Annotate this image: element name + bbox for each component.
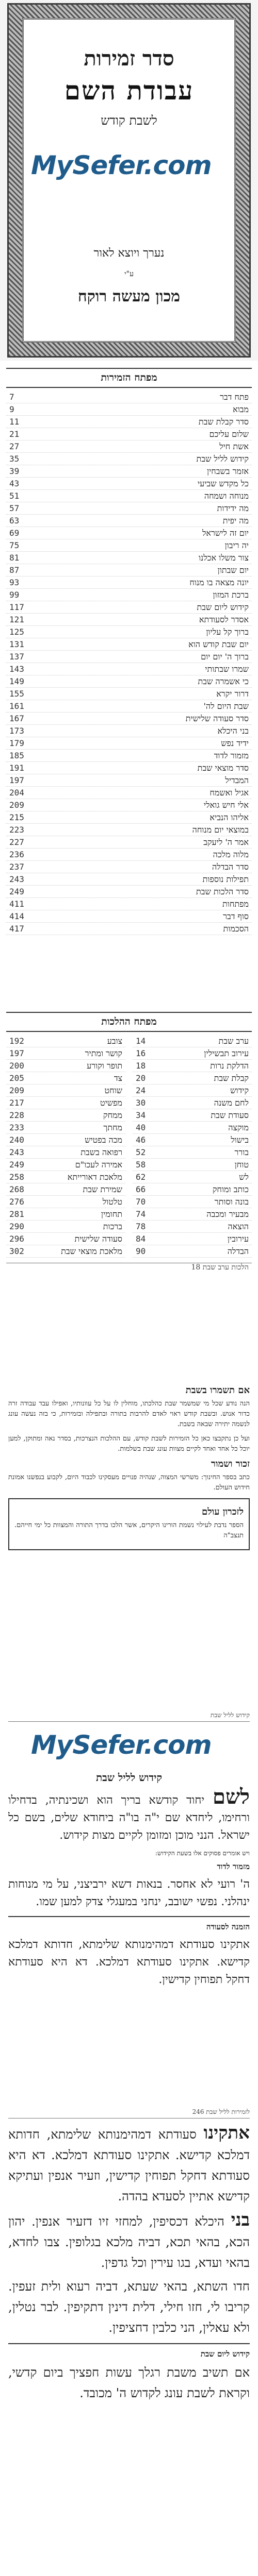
toc-entry-page: 81	[9, 553, 20, 563]
toc-entry-page: 143	[9, 664, 24, 674]
toc-entry-page: 84	[136, 1234, 146, 1244]
toc-entry-page: 414	[9, 911, 24, 921]
toc-entry-page: 66	[136, 1184, 146, 1194]
toc-entry	[133, 1097, 252, 1109]
toc-entry	[133, 1122, 252, 1134]
toc-entry	[6, 923, 252, 935]
toc-entry-title: מכה בפטיש	[85, 1135, 122, 1145]
toc-entry	[133, 1208, 252, 1221]
section-label: קידוש ליום שבת	[200, 2349, 250, 2359]
toc-entry-title: צד	[114, 1073, 122, 1083]
toc-entry-page: 34	[136, 1110, 146, 1120]
toc-entry	[6, 1233, 125, 1245]
toc-entry-title: טוחן	[234, 1160, 249, 1170]
dedication-text: הספר נדבת לעילוי נשמת הורינו היקרים, אשר הלכו בדרך התורה והמצוות כל ימי חייהם. תנצב"ה	[14, 1521, 244, 1539]
toc-entry	[6, 490, 252, 502]
toc-entry	[6, 824, 252, 836]
toc-entry	[6, 762, 252, 774]
toc-entry-page: 117	[9, 602, 24, 612]
toc-entry-title: סעודת שבת	[211, 1110, 249, 1120]
toc-entry-title: ממחק	[103, 1110, 122, 1120]
halachot-index-heading: מפתח ההלכות	[6, 1012, 252, 1032]
toc-entry-page: 268	[9, 1184, 24, 1194]
toc-entry-title: כל מקדש שביעי	[197, 479, 249, 488]
toc-entry-title: ברוך ה' יום יום	[201, 652, 249, 662]
dedication-heading: לזכרון עולם	[202, 1506, 244, 1517]
toc-entry-page: 217	[9, 1098, 24, 1108]
toc-entry	[6, 1060, 125, 1072]
cover-inner	[22, 18, 236, 343]
toc-entry-page: 290	[9, 1222, 24, 1231]
toc-entry-title: סדר מוצאי שבת	[197, 763, 249, 773]
toc-entry-page: 87	[9, 565, 20, 575]
zemirot-index-list	[6, 391, 252, 935]
toc-entry-title: מלוה מלכה	[213, 850, 249, 859]
toc-entry-page: 70	[136, 1197, 146, 1207]
toc-entry-title: מזמור לדוד	[214, 751, 249, 760]
halachot-index-left-column	[6, 1035, 125, 1258]
toc-entry-page: 93	[9, 578, 20, 587]
toc-entry-title: מלאכת דאורייתא	[67, 1172, 122, 1182]
toc-entry-page: 62	[136, 1172, 146, 1182]
toc-entry-title: אסדר לסעודתא	[199, 615, 249, 624]
toc-entry-page: 63	[9, 516, 20, 526]
toc-entry-title: יה ריבון	[224, 540, 249, 550]
toc-entry-title: הבדלה	[227, 1246, 249, 1256]
page-header: קידוש לליל שבת	[8, 1711, 250, 1722]
toc-entry-title: צובע	[107, 1036, 122, 1046]
toc-entry-page: 281	[9, 1209, 24, 1219]
toc-entry-title: מלאכת מוצאי שבת	[61, 1246, 122, 1256]
atkinu-text-1: סעודתא דמהימנותא שלימתא, חדותא דמלכא קדישא. אתקינו סעודתא דמלכא. דא היא סעודתא דחקל תפוחין קדישין, וזעיר אנפין ועתיקא קדישא אתיין לסעדא בהדה.	[8, 2127, 250, 2204]
toc-entry-page: 205	[9, 1073, 24, 1083]
toc-entry-title: כותב ומוחק	[212, 1184, 249, 1194]
toc-entry-page: 78	[136, 1222, 146, 1231]
toc-entry	[6, 614, 252, 626]
toc-entry	[6, 1245, 125, 1258]
toc-entry-page: 125	[9, 627, 24, 637]
toc-entry	[133, 1159, 252, 1171]
toc-entry	[6, 601, 252, 614]
dedication-box	[8, 1498, 250, 1550]
toc-entry-page: 233	[9, 1123, 24, 1132]
toc-entry-page: 223	[9, 825, 24, 835]
toc-entry-page: 11	[9, 417, 20, 427]
section-label-1: מזמור לדוד	[217, 1862, 250, 1871]
toc-entry-title: הדלקת נרות	[210, 1061, 249, 1071]
intro-heading-2: זכור ושמור	[211, 1459, 250, 1469]
toc-entry	[6, 638, 252, 651]
toc-entry	[6, 1047, 125, 1060]
atkinu-paragraph-1	[8, 2123, 250, 2207]
toc-entry-page: 18	[136, 1061, 146, 1071]
toc-entry	[6, 1035, 125, 1047]
toc-entry-title: בישול	[231, 1135, 249, 1145]
toc-entry-title: שבת היום לה'	[203, 701, 249, 711]
toc-entry	[133, 1084, 252, 1097]
intro-paragraph-3: כתב בספר החינוך: משרשי המצוה, שנהיה פנויים מעסקינו לכבוד היום, לקבוע בנפשנו אמונת חידוש העולם.	[8, 1473, 250, 1492]
toc-entry-title: סדר קבלת שבת	[198, 417, 249, 427]
toc-entry	[6, 440, 252, 453]
toc-entry	[6, 1183, 125, 1196]
kiddush-title: קידוש לליל שבת	[95, 1771, 163, 1784]
toc-entry-title: יום זה לישראל	[202, 528, 249, 538]
toc-entry-page: 185	[9, 751, 24, 760]
halachot-index-page	[0, 1005, 258, 1376]
toc-entry-page: 43	[9, 479, 20, 488]
toc-entry	[6, 478, 252, 490]
toc-entry-page: 237	[9, 862, 24, 872]
toc-entry-page: 30	[136, 1098, 146, 1108]
toc-entry	[6, 774, 252, 787]
toc-entry	[6, 403, 252, 416]
toc-entry-page: 46	[136, 1135, 146, 1145]
toc-entry	[6, 1196, 125, 1208]
toc-entry-page: 197	[9, 1048, 24, 1058]
toc-entry	[6, 1097, 125, 1109]
toc-entry	[6, 502, 252, 515]
toc-entry	[6, 527, 252, 539]
toc-entry-page: 204	[9, 788, 24, 798]
toc-entry-title: לחם משנה	[214, 1098, 249, 1108]
cover-page	[0, 0, 258, 361]
toc-entry-title: פתח דבר	[220, 392, 249, 402]
toc-entry	[133, 1221, 252, 1233]
toc-entry-page: 58	[136, 1160, 146, 1170]
toc-entry-title: תופר וקורע	[87, 1061, 122, 1071]
toc-entry-page: 131	[9, 639, 24, 649]
toc-entry	[6, 453, 252, 465]
lead-word: אתקינו	[203, 2123, 250, 2143]
watermark-logo: MySefer.com	[31, 150, 212, 180]
toc-entry-page: 191	[9, 763, 24, 773]
toc-entry	[6, 1122, 125, 1134]
toc-entry-title: קושר ומתיר	[85, 1048, 122, 1058]
atkinu-paragraph-4: אם תשיב משבת רגלך עשות חפציך ביום קדשי, וקראת לשבת עונג לקדוש ה' מכובד.	[8, 2365, 250, 2400]
toc-entry-title: ידיד נפש	[221, 738, 249, 748]
toc-entry-page: 161	[9, 701, 24, 711]
toc-entry	[133, 1134, 252, 1146]
toc-entry-title: מה ידידות	[217, 503, 249, 513]
toc-entry	[6, 910, 252, 923]
toc-entry	[6, 577, 252, 589]
toc-entry-title: במוצאי יום מנוחה	[192, 825, 249, 835]
toc-entry-title: מוקצה	[228, 1123, 249, 1132]
toc-entry	[133, 1233, 252, 1245]
toc-entry-page: 258	[9, 1172, 24, 1182]
toc-entry-title: קידוש	[230, 1086, 249, 1095]
toc-entry-page: 27	[9, 442, 20, 451]
toc-entry-title: שלום עליכם	[209, 429, 249, 439]
toc-entry-title: הסכמות	[223, 924, 249, 934]
cover-publisher: מכון מעשה רוקח	[77, 287, 181, 306]
toc-entry-title: סדר הלכות שבת	[196, 887, 249, 896]
toc-entry-title: אזמר בשבחין	[207, 466, 249, 476]
toc-entry-page: 74	[136, 1209, 146, 1219]
toc-entry-page: 240	[9, 1135, 24, 1145]
toc-entry	[133, 1047, 252, 1060]
toc-entry	[6, 861, 252, 873]
toc-entry-title: קידוש ליום שבת	[197, 602, 249, 612]
toc-entry-title: מנוחה ושמחה	[204, 491, 249, 501]
toc-entry	[133, 1035, 252, 1047]
toc-entry	[6, 663, 252, 675]
cover-subtitle: לשבת קודש	[101, 113, 157, 128]
toc-entry	[6, 886, 252, 898]
toc-entry-title: מפתחות	[222, 899, 249, 909]
toc-entry	[6, 428, 252, 440]
toc-entry	[6, 836, 252, 849]
cover-title-line1: סדר זמירות	[84, 46, 174, 71]
toc-entry	[6, 737, 252, 750]
toc-entry-page: 121	[9, 615, 24, 624]
toc-entry-title: אמר ה' ליעקב	[203, 837, 249, 847]
toc-entry-page: 21	[9, 429, 20, 439]
toc-entry-title: שמירת שבת	[83, 1184, 122, 1194]
toc-entry	[6, 1159, 125, 1171]
toc-entry-page: 411	[9, 899, 24, 909]
toc-entry	[6, 626, 252, 638]
toc-entry-title: מבוא	[233, 404, 249, 414]
toc-entry-page: 137	[9, 652, 24, 662]
atkinu-page	[0, 2102, 258, 2576]
cover-compiled: נערך ויוצא לאור	[93, 247, 165, 260]
ornamental-frame	[7, 3, 251, 358]
watermark-logo: MySefer.com	[31, 1730, 212, 1760]
toc-entry	[6, 799, 252, 811]
toc-entry-title: סדר הבדלה	[212, 862, 249, 872]
toc-entry	[6, 539, 252, 552]
toc-entry	[6, 1208, 125, 1221]
kiddush-lead-paragraph	[8, 1785, 250, 1844]
toc-entry-title: ברוך קל עליון	[206, 627, 249, 637]
toc-entry-title: רפואה בשבת	[80, 1147, 122, 1157]
intro-heading-1: אם תשמרו בשבת	[185, 1385, 250, 1396]
toc-entry-page: 417	[9, 924, 24, 934]
toc-entry-title: עירובין	[227, 1234, 249, 1244]
toc-entry-page: 35	[9, 454, 20, 464]
toc-entry-page: 39	[9, 466, 20, 476]
toc-entry	[6, 552, 252, 564]
cover-by: ע"י	[124, 270, 134, 278]
toc-entry	[6, 725, 252, 737]
toc-entry-title: מפשיט	[100, 1098, 122, 1108]
toc-entry	[6, 651, 252, 663]
toc-entry	[133, 1245, 252, 1258]
kiddush-text-2: אתקינו סעודתא דמהימנותא שלימתא, חדותא דמלכא קדישא. אתקינו סעודתא דמלכא. דא היא סעודתא דחקל תפוחין קדישין.	[8, 1938, 250, 1986]
toc-entry-title: אגיל ואשמח	[209, 788, 249, 798]
toc-entry	[6, 811, 252, 824]
intro-paragraph-1: הנה נודע שכל מי שמשמר שבת כהלכתו, מוחלין לו על כל עוונותיו, ואפילו עבד עבודה זרה כדור אנוש. ובשבת קודש ראוי לאדם להרבות בתורה ובתפילה ובזמירות, כי בזה נעשה עונג לנשמה יתירה שבאה בשבת.	[8, 1400, 250, 1428]
toc-entry	[133, 1171, 252, 1183]
toc-entry-page: 179	[9, 738, 24, 748]
toc-entry-page: 249	[9, 1160, 24, 1170]
lead-word-2: בני	[231, 2210, 250, 2230]
section-label-2: הזמנה לסעודה	[206, 1922, 250, 1931]
toc-entry-title: יום שבת קודש הוא	[188, 639, 249, 649]
zemirot-index-page	[0, 361, 258, 1005]
toc-entry-page: 200	[9, 1061, 24, 1071]
toc-entry-page: 99	[9, 590, 20, 600]
toc-entry-title: ברכת המזון	[213, 590, 249, 600]
toc-entry-page: 52	[136, 1147, 146, 1157]
toc-entry	[6, 688, 252, 700]
toc-entry-page: 20	[136, 1073, 146, 1083]
page-footer: הלכות ערב שבת 18	[6, 1263, 252, 1272]
toc-entry	[6, 465, 252, 478]
kiddush-text-1: ה' רועי לא אחסר. בנאות דשא ירביצני, על מי מנוחות ינהלני. נפשי ישובב, ינחני במעגלי צדק למען שמו.	[8, 1878, 250, 1908]
toc-entry	[6, 1221, 125, 1233]
toc-entry	[6, 1084, 125, 1097]
kiddush-page	[0, 1705, 258, 2102]
toc-entry-page: 215	[9, 812, 24, 822]
halachot-index-columns	[6, 1035, 252, 1258]
toc-entry-title: אשת חיל	[219, 442, 249, 451]
toc-entry-title: ערב שבת	[218, 1036, 249, 1046]
toc-entry	[133, 1109, 252, 1122]
toc-entry-page: 243	[9, 1147, 24, 1157]
toc-entry-page: 155	[9, 689, 24, 699]
toc-entry-title: כי אשמרה שבת	[198, 676, 249, 686]
toc-entry-page: 7	[9, 392, 14, 402]
intro-page	[0, 1376, 258, 1705]
toc-entry-page: 51	[9, 491, 20, 501]
toc-entry-page: 40	[136, 1123, 146, 1132]
toc-entry-page: 24	[136, 1086, 146, 1095]
toc-entry-page: 302	[9, 1246, 24, 1256]
toc-entry-page: 228	[9, 1110, 24, 1120]
halachot-index-right-column	[133, 1035, 252, 1258]
toc-entry-page: 149	[9, 676, 24, 686]
toc-entry-page: 9	[9, 404, 14, 414]
atkinu-paragraph-3: חדו השתא, בהאי שעתא, דביה רעוא ולית זעפין. קריבו לי, חזו חילי, דלית דינין דתקיפין. לבר נטלין, ולא עאלין, הני כלבין דחציפין.	[8, 2279, 250, 2335]
toc-entry-title: קידוש לליל שבת	[196, 454, 249, 464]
toc-entry-title: צור משלו אכלנו	[198, 553, 249, 563]
toc-entry-title: יום שבתון	[217, 565, 249, 575]
toc-entry-title: תחומין	[101, 1209, 122, 1219]
toc-entry-title: אלי חיש גואלי	[203, 800, 249, 810]
lead-text: יחוד קודשא בריך הוא ושכינתיה, בדחילו ורחימו, ליחדא שם י"ה בו"ה ביחודא שלים, בשם כל ישראל. הנני מוכן ומזומן לקיים מצות קידוש.	[8, 1794, 250, 1842]
toc-entry-page: 236	[9, 850, 24, 859]
toc-entry	[6, 787, 252, 799]
toc-entry-title: מבעיר ומכבה	[206, 1209, 249, 1219]
toc-entry-title: המבדיל	[225, 775, 249, 785]
toc-entry-title: עירוב תבשילין	[204, 1048, 249, 1058]
toc-entry-title: ברכות	[103, 1222, 122, 1231]
toc-entry-page: 14	[136, 1036, 146, 1046]
toc-entry-title: תפילות נוספות	[202, 874, 249, 884]
toc-entry-title: יונה מצאה בו מנוח	[189, 578, 249, 587]
toc-entry-title: קבלת שבת	[214, 1073, 249, 1083]
toc-entry-title: בני היכלא	[217, 726, 249, 736]
toc-entry-page: 173	[9, 726, 24, 736]
toc-entry-title: דרור יקרא	[216, 689, 249, 699]
toc-entry	[133, 1072, 252, 1084]
toc-entry-title: סעודה שלישית	[74, 1234, 122, 1244]
toc-entry-title: שוחט	[104, 1086, 122, 1095]
toc-entry	[6, 1171, 125, 1183]
cover-title-line2: עבודת השם	[64, 75, 194, 106]
page-header: לזמירות לליל שבת 246	[8, 2108, 250, 2119]
intro-paragraph-2: ועל כן נתקבצו כאן כל הזמירות לשבת קודש, עם ההלכות הנצרכות, בסדר נאה ומתוקן, למען יוכל כל אחד ואחד לקיים מצוות עונג שבת בשלמות.	[8, 1435, 250, 1453]
toc-entry-page: 90	[136, 1246, 146, 1256]
toc-entry	[6, 750, 252, 762]
toc-entry	[6, 849, 252, 861]
zemirot-index-heading: מפתח הזמירות	[6, 368, 252, 388]
toc-entry-title: אליהו הנביא	[209, 812, 249, 822]
kiddush-note: ויש אומרים פסוקים אלו בשעת הקידוש:	[155, 1850, 250, 1857]
toc-entry	[6, 1134, 125, 1146]
toc-entry	[133, 1146, 252, 1159]
toc-entry	[6, 564, 252, 577]
toc-entry-page: 209	[9, 800, 24, 810]
toc-entry	[133, 1183, 252, 1196]
toc-entry-title: סוף דבר	[223, 911, 249, 921]
toc-entry-title: בורר	[234, 1147, 249, 1157]
toc-entry-page: 57	[9, 503, 20, 513]
toc-entry-title: טלטול	[102, 1197, 122, 1207]
toc-entry-page: 276	[9, 1197, 24, 1207]
toc-entry-page: 249	[9, 887, 24, 896]
toc-entry	[133, 1060, 252, 1072]
toc-entry	[6, 873, 252, 886]
atkinu-text-2: היכלא דכסיפין, למחזי זיו דזעיר אנפין. יהון הכא, בהאי תכא, דביה מלכא בגלופין. צבו לחדא, בהאי ועדא, בגו עירין וכל גדפין.	[8, 2214, 250, 2270]
toc-entry	[133, 1196, 252, 1208]
toc-entry	[6, 898, 252, 910]
toc-entry-page: 197	[9, 775, 24, 785]
toc-entry-title: בונה וסותר	[214, 1197, 249, 1207]
divider	[8, 1916, 250, 1917]
toc-entry-title: סדר סעודה שלישית	[185, 714, 249, 723]
toc-entry-page: 192	[9, 1036, 24, 1046]
toc-entry	[6, 515, 252, 527]
toc-entry	[6, 1109, 125, 1122]
divider	[8, 2343, 250, 2344]
lead-word: לשם	[212, 1785, 250, 1809]
toc-entry	[6, 589, 252, 601]
toc-entry-page: 16	[136, 1048, 146, 1058]
toc-entry-title: הוצאה	[228, 1222, 249, 1231]
toc-entry-page: 296	[9, 1234, 24, 1244]
toc-entry-page: 69	[9, 528, 20, 538]
toc-entry-page: 243	[9, 874, 24, 884]
toc-entry-title: מחתך	[103, 1123, 122, 1132]
toc-entry-title: שמרו שבתותי	[205, 664, 249, 674]
toc-entry-title: מה יפית	[222, 516, 249, 526]
toc-entry-page: 75	[9, 540, 20, 550]
toc-entry	[6, 713, 252, 725]
toc-entry	[6, 416, 252, 428]
toc-entry	[6, 391, 252, 403]
toc-entry-title: אמירה לעכו"ם	[75, 1160, 122, 1170]
toc-entry-title: לש	[239, 1172, 249, 1182]
toc-entry-page: 209	[9, 1086, 24, 1095]
toc-entry	[6, 675, 252, 688]
atkinu-paragraph-2	[8, 2210, 250, 2273]
toc-entry	[6, 700, 252, 713]
toc-entry-page: 227	[9, 837, 24, 847]
toc-entry	[6, 1146, 125, 1159]
toc-entry-page: 167	[9, 714, 24, 723]
toc-entry	[6, 1072, 125, 1084]
